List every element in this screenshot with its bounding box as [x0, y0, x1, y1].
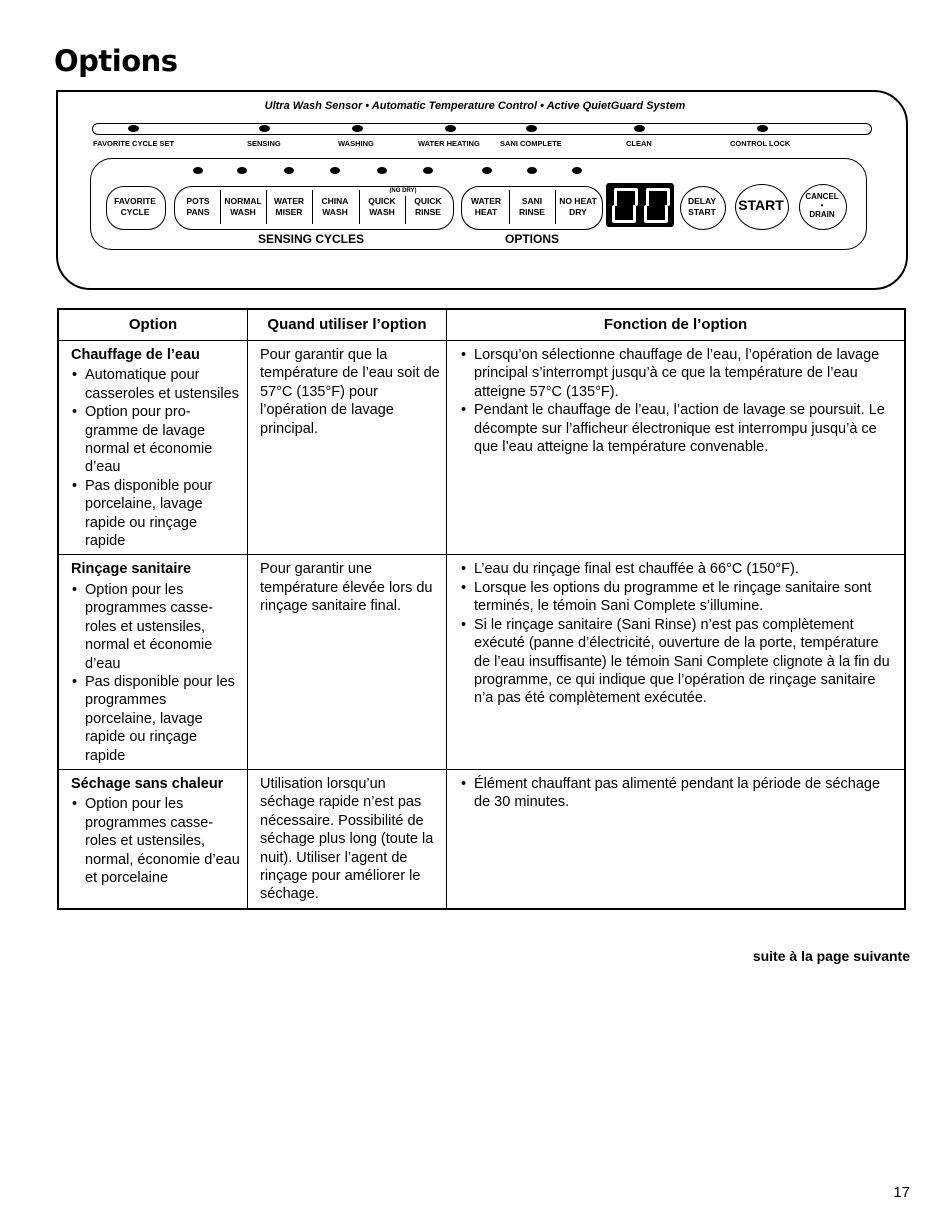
availability-list — [71, 581, 241, 765]
option-sani-rinse-button[interactable]: SANI RINSE — [519, 196, 545, 217]
list-item: • Pas disponible pour les programmes porcelaine, lavage rapide ou rinçage rapide — [85, 673, 241, 765]
table-row — [58, 341, 905, 555]
status-label: CONTROL LOCK — [730, 139, 791, 148]
table-header-row — [58, 309, 905, 341]
list-item: • L’eau du rinçage final est chauffée à 66°C (150°F). — [474, 560, 898, 578]
list-item: • Lorsque les options du programme et le rinçage sanitaire sont terminés, le témoin Sani Complete s’illumine. — [474, 579, 898, 616]
when-cell: Pour garantir que la température de l’eau soit de 57°C (135°F) pour l’opération de lavage principal. — [248, 341, 447, 555]
list-item: • Élément chauffant pas alimenté pendant la période de séchage de 30 minutes. — [474, 775, 898, 812]
list-item: • Option pour les programmes casse-roles et ustensiles, normal, économie d’eau et porcelaine — [85, 795, 241, 887]
function-list — [459, 346, 898, 456]
panel-tagline: Ultra Wash Sensor • Automatic Temperature Control • Active QuietGuard System — [264, 100, 686, 112]
function-cell — [447, 769, 906, 908]
option-name: Séchage sans chaleur — [71, 775, 224, 792]
cycle-quick-rinse-button[interactable]: QUICK RINSE — [414, 196, 442, 217]
cycle-led — [330, 167, 340, 174]
list-item: • Option pour pro-gramme de lavage normal et économie d’eau — [85, 403, 241, 477]
list-item: • Option pour les programmes casse-roles et ustensiles, normal et économie d’eau — [85, 581, 241, 673]
option-water-heat-button[interactable]: WATER HEAT — [470, 196, 502, 217]
availability-list — [71, 366, 241, 550]
option-cell — [58, 555, 248, 769]
status-label: CLEAN — [626, 139, 652, 148]
status-label: WASHING — [338, 139, 374, 148]
status-led — [445, 125, 456, 132]
function-list — [459, 560, 898, 707]
cycle-normal-wash-button[interactable]: NORMAL WASH — [224, 196, 262, 217]
list-item: • Lorsqu’on sélectionne chauffage de l’eau, l’opération de lavage principal s’interrompt jusqu’à ce que la température de l’eau atteigne 57°C (135°F). — [474, 346, 898, 401]
options-label: OPTIONS — [505, 232, 560, 246]
option-cell — [58, 341, 248, 555]
digital-display — [606, 183, 674, 227]
option-led — [527, 167, 537, 174]
column-header: Option — [58, 309, 248, 341]
status-label: SANI COMPLETE — [500, 139, 562, 148]
cycle-pots-pans-button[interactable]: POTS PANS — [186, 196, 210, 217]
cycle-led — [284, 167, 294, 174]
continued-note: suite à la page suivante — [752, 948, 910, 964]
page-title: Options — [54, 44, 178, 78]
status-led — [259, 125, 270, 132]
table-row — [58, 555, 905, 769]
option-no-heat-dry-button[interactable]: NO HEAT DRY — [559, 196, 597, 217]
when-cell: Pour garantir une température élevée lors du rinçage sanitaire final. — [248, 555, 447, 769]
display-segment — [612, 205, 636, 223]
option-name: Rinçage sanitaire — [71, 561, 192, 578]
option-led — [572, 167, 582, 174]
availability-list — [71, 795, 241, 887]
delay-start-label: DELAY START — [687, 196, 717, 217]
display-segment — [646, 188, 670, 206]
cycle-led — [193, 167, 203, 174]
cycle-led — [377, 167, 387, 174]
cycle-quick-wash-button[interactable]: QUICK WASH — [368, 196, 396, 217]
status-led — [526, 125, 537, 132]
favorite-cycle-label: FAVORITE CYCLE — [114, 196, 156, 217]
cycle-water-miser-button[interactable]: WATER MISER — [273, 196, 305, 217]
list-item: • Pas disponible pour porcelaine, lavage rapide ou rinçage rapide — [85, 477, 241, 551]
display-segment — [644, 205, 668, 223]
when-cell: Utilisation lorsqu’un séchage rapide n’est pas nécessaire. Possibilité de séchage plus long (toute la nuit). Utiliser l’agent de rinçage pour améliorer le séchage. — [248, 769, 447, 908]
table-row — [58, 769, 905, 908]
cycle-led — [237, 167, 247, 174]
function-cell — [447, 555, 906, 769]
list-item: • Pendant le chauffage de l’eau, l’action de lavage se poursuit. Le décompte sur l’afficheur électronique est interrompu jusqu’à ce que l’eau atteigne la température convenable. — [474, 401, 898, 456]
status-label: FAVORITE CYCLE SET — [93, 139, 175, 148]
status-led — [128, 125, 139, 132]
column-header: Quand utiliser l’option — [248, 309, 447, 341]
cancel-drain-label: CANCEL • DRAIN — [805, 192, 839, 219]
option-name: Chauffage de l’eau — [71, 347, 200, 363]
list-item: • Si le rinçage sanitaire (Sani Rinse) n’est pas complètement exécuté (panne d’électricité, ouverture de la porte, température de l’eau insuffisante) le témoin Sani Complete clignote à la fin du programme, ce qui indique que l’opération de rinçage sanitaire n’a pas été complètement exécutée. — [474, 616, 898, 708]
status-led — [634, 125, 645, 132]
option-led — [482, 167, 492, 174]
cycle-led — [423, 167, 433, 174]
status-label: WATER HEATING — [418, 139, 480, 148]
column-header: Fonction de l’option — [447, 309, 906, 341]
option-cell — [58, 769, 248, 908]
display-segment — [614, 188, 638, 206]
status-led — [352, 125, 363, 132]
function-list — [459, 775, 898, 812]
page-number: 17 — [893, 1184, 910, 1201]
list-item: • Automatique pour casseroles et ustensiles — [85, 366, 241, 403]
function-cell — [447, 341, 906, 555]
options-table — [57, 308, 906, 910]
sensing-cycles-label: SENSING CYCLES — [258, 232, 365, 246]
cycle-china-wash-button[interactable]: CHINA WASH — [321, 196, 349, 217]
start-label: START — [738, 197, 784, 213]
status-indicator-strip — [92, 123, 872, 135]
status-label: SENSING — [247, 139, 281, 148]
status-led — [757, 125, 768, 132]
no-dry-note: (NO DRY) — [389, 188, 417, 194]
